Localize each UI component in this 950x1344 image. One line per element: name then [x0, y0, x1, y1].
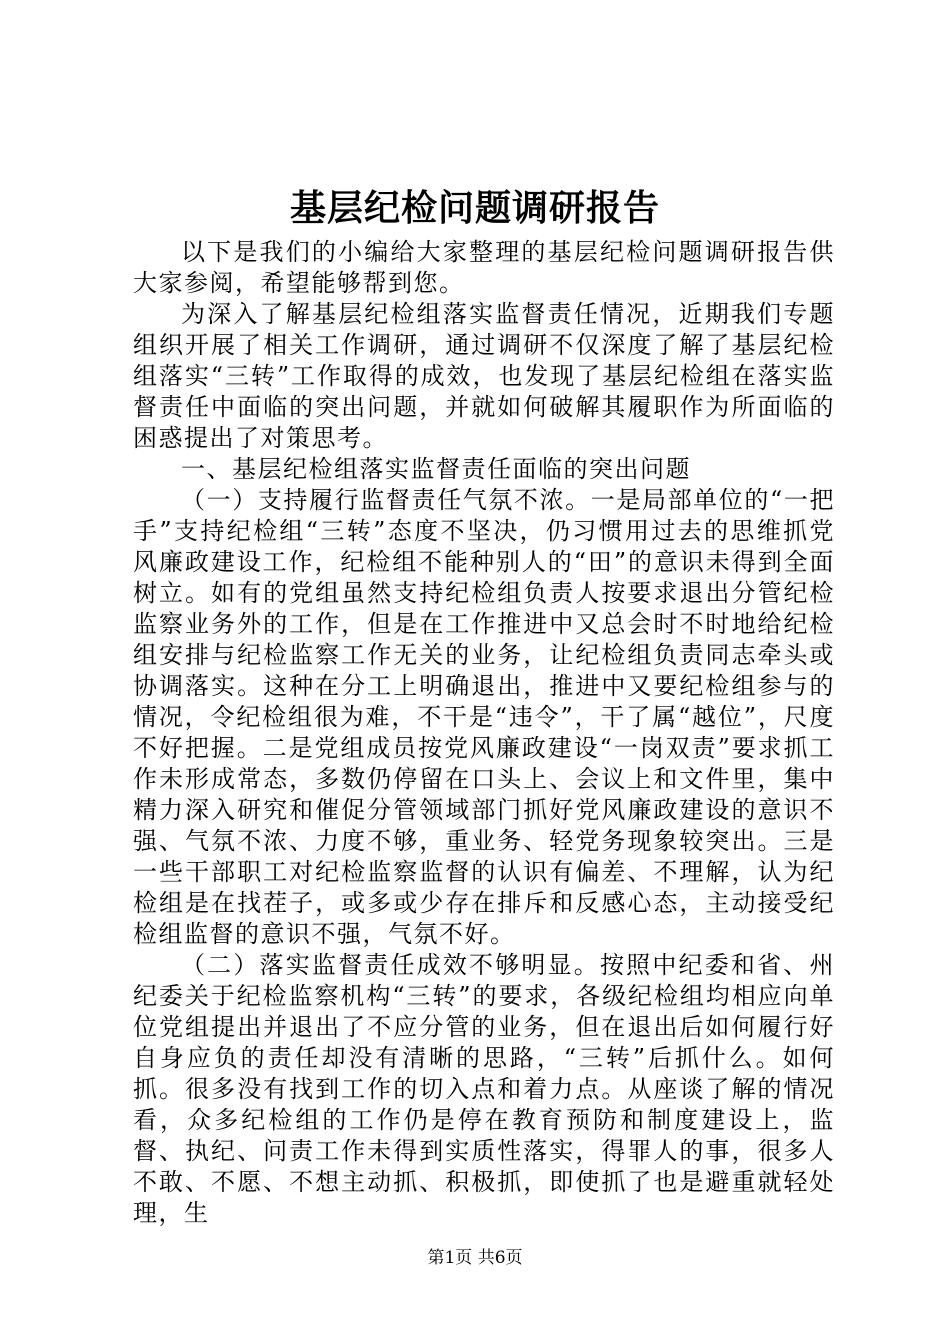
document-title: 基层纪检问题调研报告 [289, 187, 660, 229]
page-footer: 第1页 共6页 [427, 1248, 523, 1268]
paragraph-intro: 以下是我们的小编给大家整理的基层纪检问题调研报告供大家参阅，希望能够帮到您。 [133, 238, 835, 297]
document-body [133, 237, 835, 1229]
paragraph-issue-2: （二）落实监督责任成效不够明显。按照中纪委和省、州纪委关于纪检监察机构“三转”的要求，各级纪检组均相应向单位党组提出并退出了不应分管的业务，但在退出后如何履行好自身应负的责任却没有清晰的思路，“三转”后抓什么。如何抓。很多没有找到工作的切入点和着力点。从座谈了解的情况看，众多纪检组的工作仍是停在教育预防和制度建设上，监督、执纪、问责工作未得到实质性落实，得罪人的事，很多人不敢、不愿、不想主动抓、积极抓，即使抓了也是避重就轻处理，生 [133, 951, 835, 1227]
paragraph-issue-1: （一）支持履行监督责任气氛不浓。一是局部单位的“一把手”支持纪检组“三转”态度不坚决，仍习惯用过去的思维抓党风廉政建设工作，纪检组不能种别人的“田”的意识未得到全面树立。如有的党组虽然支持纪检组负责人按要求退出分管纪检监察业务外的工作，但是在工作推进中又总会时不时地给纪检组安排与纪检监察工作无关的业务，让纪检组负责同志牵头或协调落实。这种在分工上明确退出，推进中又要纪检组参与的情况，令纪检组很为难，不干是“违令”，干了属“越位”，尺度不好把握。二是党组成员按党风廉政建设“一岗双责”要求抓工作未形成常态，多数仍停留在口头上、会议上和文件里，集中精力深入研究和催促分管领域部门抓好党风廉政建设的意识不强、气氛不浓、力度不够，重业务、轻党务现象较突出。三是一些干部职工对纪检监察监督的认识有偏差、不理解，认为纪检组是在找茬子，或多或少存在排斥和反感心态，主动接受纪检组监督的意识不强，气氛不好。 [133, 486, 835, 948]
section-heading: 一、基层纪检组落实监督责任面临的突出问题 [181, 455, 691, 483]
paragraph-background: 为深入了解基层纪检组落实监督责任情况，近期我们专题组织开展了相关工作调研，通过调研不仅深度了解了基层纪检组落实“三转”工作取得的成效，也发现了基层纪检组在落实监督责任中面临的突出问题，并就如何破解其履职作为所面临的困惑提出了对策思考。 [133, 300, 835, 452]
